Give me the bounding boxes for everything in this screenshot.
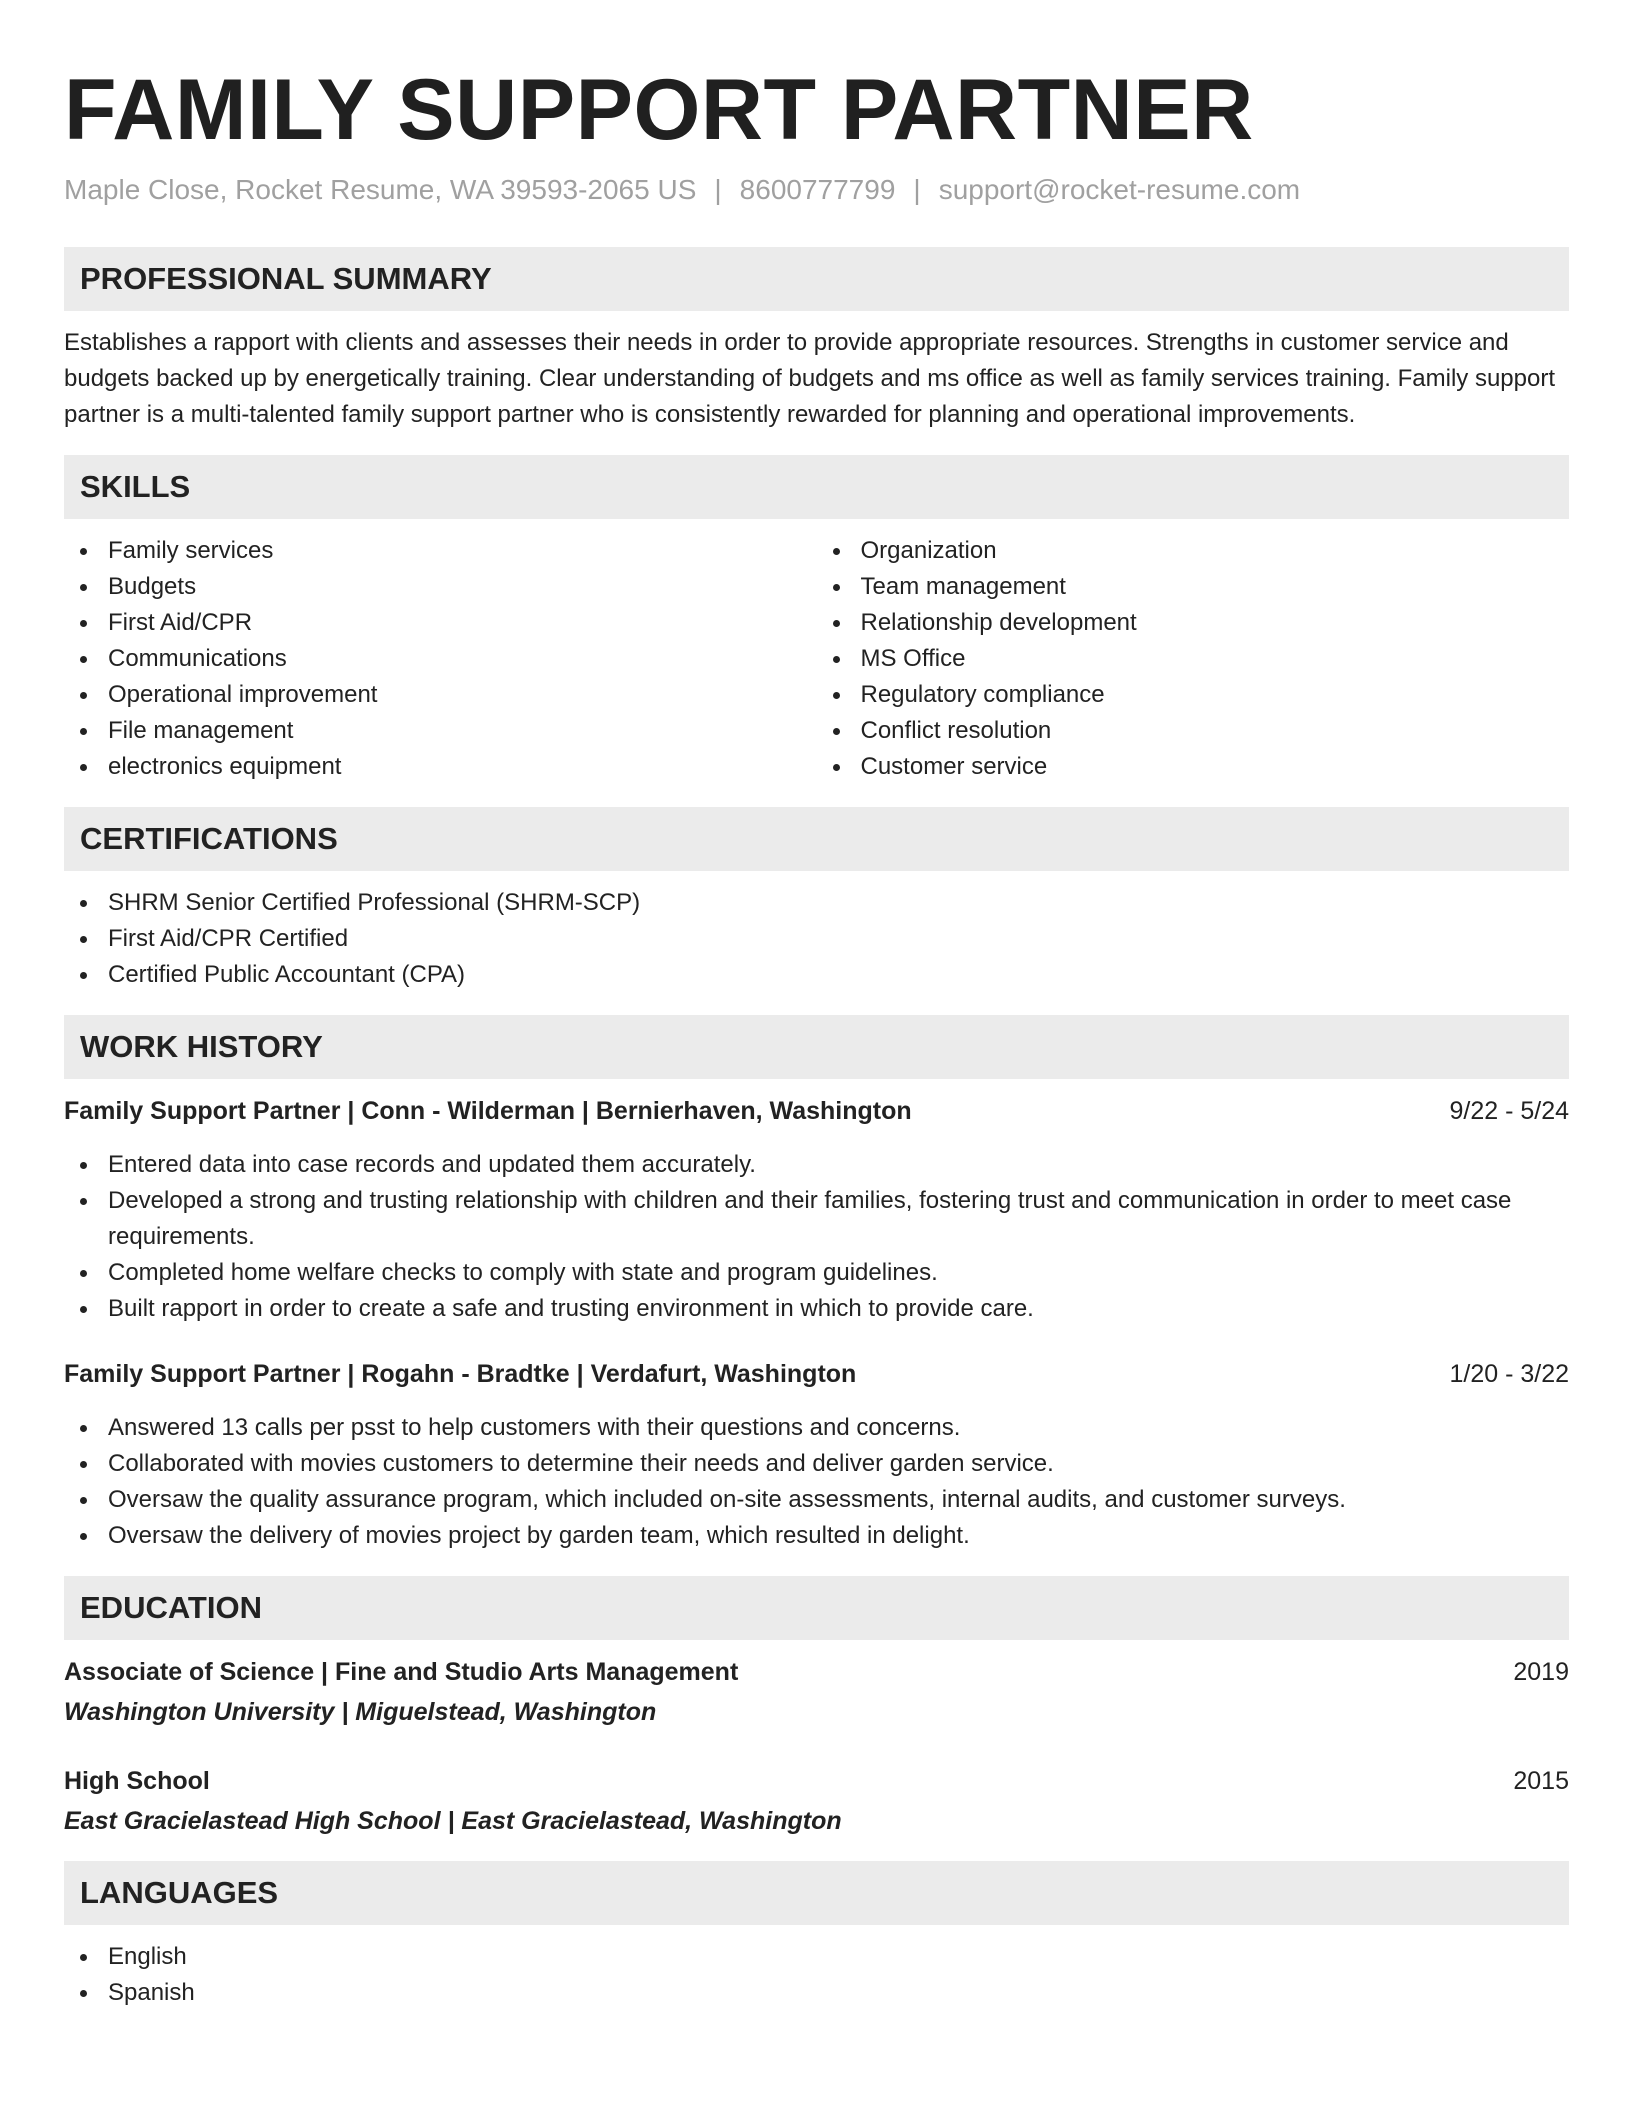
education-degree: High School [64,1767,210,1795]
certification-item: Certified Public Accountant (CPA) [64,957,1569,993]
certifications-heading: CERTIFICATIONS [64,807,1569,871]
skill-item: Relationship development [817,605,1570,641]
languages-heading: LANGUAGES [64,1861,1569,1925]
job-bullet: Collaborated with movies customers to determine their needs and deliver garden service. [64,1446,1569,1482]
job-bullet: Developed a strong and trusting relationship with children and their families, fostering trust and communication in order to meet case requirements. [64,1183,1569,1255]
job-dates: 9/22 - 5/24 [1449,1097,1569,1125]
skill-item: Team management [817,569,1570,605]
skill-item: First Aid/CPR [64,605,817,641]
contact-separator: | [714,174,722,205]
contact-line [64,172,1569,208]
summary-text: Establishes a rapport with clients and assesses their needs in order to provide appropriate resources. Strengths in customer service and budgets backed up by energetically training. Clear understanding of budgets and ms office as well as family services training. Family support partner is a multi-talented family support partner who is consistently rewarded for planning and operational improvements. [64,329,1556,428]
contact-email: support@rocket-resume.com [938,174,1301,205]
education-header [64,1654,1569,1690]
job-bullet: Completed home welfare checks to comply with state and program guidelines. [64,1255,1569,1291]
job-bullets [64,1410,1569,1554]
job-bullet: Entered data into case records and updated them accurately. [64,1147,1569,1183]
job-bullets [64,1147,1569,1327]
education-year: 2015 [1513,1767,1569,1795]
contact-address: Maple Close, Rocket Resume, WA 39593-2065 US [64,174,697,205]
contact-separator: | [913,174,921,205]
job-bullet: Built rapport in order to create a safe and trusting environment in which to provide care. [64,1291,1569,1327]
skill-item: Regulatory compliance [817,677,1570,713]
education-header [64,1763,1569,1799]
skills-heading: SKILLS [64,455,1569,519]
contact-phone: 8600777799 [739,174,896,205]
job-header [64,1093,1569,1129]
job-bullet: Oversaw the quality assurance program, which included on-site assessments, internal audits, and customer surveys. [64,1482,1569,1518]
skill-item: electronics equipment [64,749,817,785]
job-dates: 1/20 - 3/22 [1449,1360,1569,1388]
job-bullet: Oversaw the delivery of movies project by garden team, which resulted in delight. [64,1518,1569,1554]
language-item: English [64,1939,1569,1975]
education-heading: EDUCATION [64,1576,1569,1640]
summary-heading: PROFESSIONAL SUMMARY [64,247,1569,311]
education-degree: Associate of Science | Fine and Studio Arts Management [64,1658,739,1686]
skills-list-left [64,533,817,785]
language-item: Spanish [64,1975,1569,2011]
skill-item: Operational improvement [64,677,817,713]
skill-item: Customer service [817,749,1570,785]
job-header [64,1356,1569,1392]
education-year: 2019 [1513,1658,1569,1686]
certification-item: First Aid/CPR Certified [64,921,1569,957]
certifications-list [64,885,1569,993]
job-bullet: Answered 13 calls per psst to help customers with their questions and concerns. [64,1410,1569,1446]
languages-list [64,1939,1569,2011]
skill-item: Family services [64,533,817,569]
education-school: East Gracielastead High School | East Gracielastead, Washington [64,1807,842,1835]
job-title: Family Support Partner | Rogahn - Bradtke | Verdafurt, Washington [64,1360,857,1388]
skills-columns [64,533,1569,785]
education-school: Washington University | Miguelstead, Washington [64,1698,657,1726]
skill-item: Budgets [64,569,817,605]
job-title: Family Support Partner | Conn - Wilderman | Bernierhaven, Washington [64,1097,912,1125]
skill-item: Communications [64,641,817,677]
work-history-heading: WORK HISTORY [64,1015,1569,1079]
resume-name: FAMILY SUPPORT PARTNER [64,62,1254,158]
skill-item: File management [64,713,817,749]
skill-item: Conflict resolution [817,713,1570,749]
skills-list-right [817,533,1570,785]
certification-item: SHRM Senior Certified Professional (SHRM-SCP) [64,885,1569,921]
skill-item: Organization [817,533,1570,569]
skill-item: MS Office [817,641,1570,677]
